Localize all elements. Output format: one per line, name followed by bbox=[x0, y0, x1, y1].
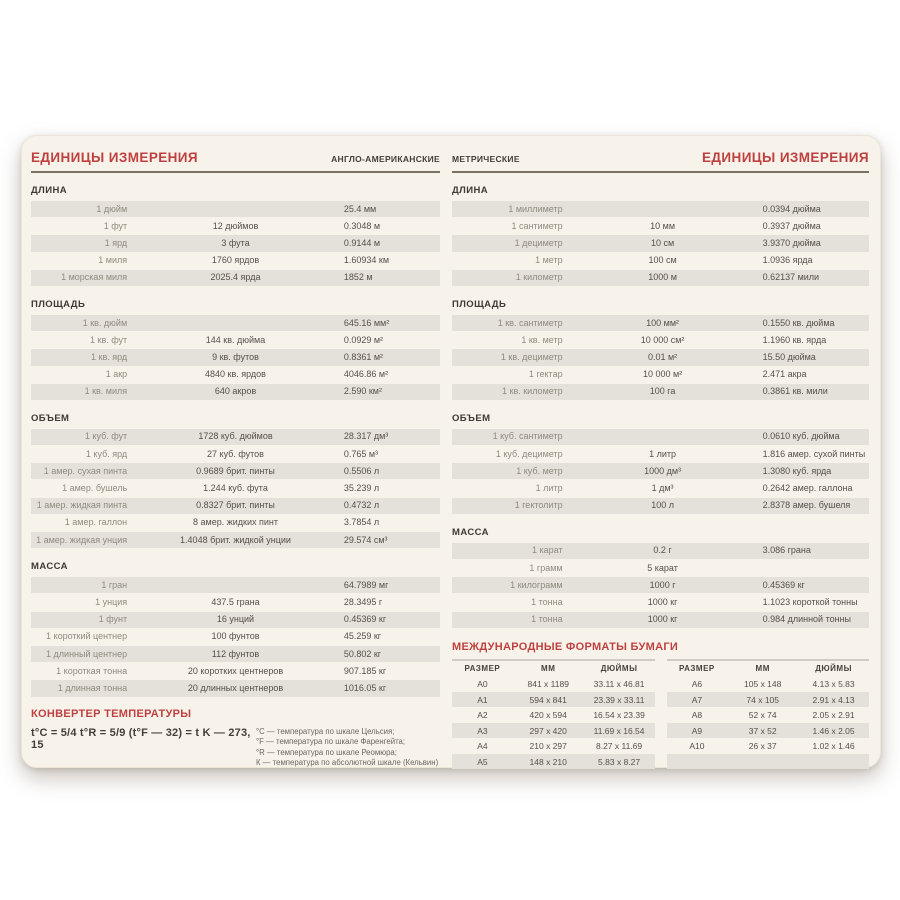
conversion-table bbox=[452, 543, 869, 629]
cell-equivalent: 437.5 грана bbox=[211, 596, 260, 607]
cell-equivalent: 10 мм bbox=[650, 220, 676, 231]
inches-cell: 16.54 x 23.39 bbox=[593, 710, 645, 720]
temperature-notes bbox=[256, 727, 440, 769]
cell-value: 0.8361 м² bbox=[343, 351, 384, 362]
table-row bbox=[31, 218, 440, 234]
mm-cell: 148 x 210 bbox=[529, 756, 567, 767]
mm-cell: 37 x 52 bbox=[748, 725, 777, 736]
paper-size-row bbox=[452, 676, 655, 692]
cell-value: 0.2642 амер. галлона bbox=[762, 483, 853, 494]
cell-value: 3.7854 л bbox=[343, 517, 380, 528]
cell-value: 0.0394 дюйма bbox=[762, 203, 821, 214]
cell-value: 1852 м bbox=[343, 272, 373, 283]
cell-unit: 1 длинный центнер bbox=[46, 648, 128, 659]
conversion-table bbox=[452, 201, 869, 287]
inches-cell: 2.91 x 4.13 bbox=[812, 694, 855, 705]
cell-equivalent: 8 амер. жидких пинт bbox=[193, 517, 278, 528]
size-cell: A9 bbox=[691, 725, 703, 736]
cell-unit: 1 кв. миля bbox=[84, 386, 128, 397]
units-section bbox=[452, 413, 869, 515]
inches-cell: 1.02 x 1.46 bbox=[812, 741, 855, 751]
conversion-table bbox=[31, 577, 440, 697]
cell-value: 3.9370 дюйма bbox=[762, 237, 821, 248]
units-section bbox=[452, 527, 869, 629]
temperature-body bbox=[31, 727, 440, 769]
cell-unit: 1 короткий центнер bbox=[46, 631, 128, 642]
table-row bbox=[452, 315, 869, 331]
cell-value: 50.802 кг bbox=[343, 648, 382, 659]
table-row bbox=[452, 429, 869, 445]
cell-equivalent: 10 см bbox=[650, 237, 675, 248]
cell-equivalent: 100 мм² bbox=[646, 317, 680, 328]
cell-unit: 1 акр bbox=[105, 369, 128, 380]
cell-unit: 1 кв. километр bbox=[502, 386, 563, 397]
mm-cell: 841 x 1189 bbox=[527, 679, 569, 689]
table-row bbox=[31, 463, 440, 479]
cell-equivalent: 0.8327 брит. пинты bbox=[196, 500, 275, 511]
size-cell: A5 bbox=[477, 756, 488, 767]
column-header-left bbox=[31, 150, 440, 173]
cell-unit: 1 гектар bbox=[528, 369, 563, 380]
section-heading: ДЛИНА bbox=[452, 185, 488, 196]
inches-cell: 5.83 x 8.27 bbox=[598, 756, 641, 767]
paper-size-row bbox=[452, 723, 655, 739]
cell-equivalent: 112 фунтов bbox=[211, 648, 260, 659]
table-row bbox=[31, 384, 440, 400]
size-cell: A3 bbox=[477, 725, 488, 736]
inches-cell: 23.39 x 33.11 bbox=[593, 694, 645, 705]
cell-unit: 1 унция bbox=[95, 596, 128, 607]
table-row bbox=[452, 253, 869, 269]
cell-value: 0.3861 кв. мили bbox=[762, 386, 828, 397]
cell-value: 0.45369 кг bbox=[343, 614, 387, 625]
scale-note: К — температура по абсолютной шкале (Кельвин) bbox=[255, 758, 439, 768]
cell-value: 45.259 кг bbox=[343, 631, 382, 642]
mm-cell: 74 x 105 bbox=[746, 694, 780, 705]
paper-size-row bbox=[667, 692, 870, 708]
cell-unit: 1 литр bbox=[535, 483, 563, 494]
cell-value: 28.317 дм³ bbox=[343, 431, 389, 442]
table-row bbox=[31, 612, 440, 628]
cell-unit: 1 куб. метр bbox=[516, 465, 563, 476]
cell-unit: 1 метр bbox=[535, 255, 563, 266]
table-row bbox=[31, 315, 440, 331]
cell-unit: 1 миллиметр bbox=[508, 203, 563, 214]
cell-equivalent: 1000 дм³ bbox=[644, 465, 682, 476]
cell-value: 25.4 мм bbox=[343, 203, 377, 214]
table-row bbox=[31, 446, 440, 462]
paper-size-row bbox=[452, 707, 655, 723]
cell-value: 0.984 длинной тонны bbox=[762, 614, 852, 625]
inches-cell: 33.11 x 46.81 bbox=[593, 679, 645, 689]
cell-unit: 1 куб. сантиметр bbox=[492, 431, 563, 442]
cell-equivalent: 1000 м bbox=[648, 272, 677, 283]
column-header: ММ bbox=[541, 664, 556, 673]
cell-equivalent: 1000 г bbox=[649, 579, 676, 590]
table-row bbox=[452, 367, 869, 383]
column-header: РАЗМЕР bbox=[679, 664, 715, 673]
inches-cell: 11.69 x 16.54 bbox=[593, 725, 645, 736]
cell-value: 29.574 см³ bbox=[343, 534, 388, 545]
scale-note: °C — температура по шкале Цельсия; bbox=[255, 726, 395, 736]
section-heading: ПЛОЩАДЬ bbox=[31, 298, 86, 310]
paper-size-row bbox=[452, 738, 655, 754]
cell-unit: 1 килограмм bbox=[510, 579, 563, 590]
table-row bbox=[452, 270, 869, 286]
column-header: ДЮЙМЫ bbox=[815, 664, 852, 673]
cell-equivalent: 640 акров bbox=[214, 386, 257, 397]
temperature-heading: КОНВЕРТЕР ТЕМПЕРАТУРЫ bbox=[31, 707, 192, 720]
size-cell: A7 bbox=[691, 694, 703, 705]
reference-card bbox=[21, 135, 881, 768]
cell-value: 1.1023 короткой тонны bbox=[762, 596, 858, 607]
cell-value: 1.1960 кв. ярда bbox=[762, 334, 827, 345]
cell-equivalent: 1.4048 брит. жидкой унции bbox=[180, 534, 291, 545]
cell-value: 0.5506 л bbox=[343, 465, 380, 476]
cell-value: 2.8378 амер. бушеля bbox=[762, 500, 851, 511]
cell-equivalent: 2025.4 ярда bbox=[210, 272, 261, 283]
page-title-right: ЕДИНИЦЫ ИЗМЕРЕНИЯ bbox=[702, 150, 869, 165]
cell-unit: 1 амер. жидкая пинта bbox=[36, 500, 128, 511]
anglo-american-column bbox=[31, 148, 440, 767]
table-row bbox=[452, 577, 869, 593]
cell-equivalent: 1 дм³ bbox=[651, 483, 674, 494]
cell-equivalent: 100 фунтов bbox=[211, 631, 260, 642]
cell-value: 15.50 дюйма bbox=[762, 351, 816, 362]
cell-unit: 1 амер. галлон bbox=[64, 517, 128, 528]
paper-size-row bbox=[667, 723, 870, 739]
table-row bbox=[452, 446, 869, 462]
cell-unit: 1 гектолитр bbox=[514, 500, 563, 511]
cell-unit: 1 длинная тонна bbox=[57, 682, 128, 693]
section-heading: МАССА bbox=[31, 561, 68, 573]
cell-equivalent: 4840 кв. ярдов bbox=[205, 369, 266, 380]
size-cell: A0 bbox=[477, 679, 488, 689]
units-section bbox=[31, 185, 440, 287]
cell-unit: 1 грамм bbox=[529, 562, 563, 573]
cell-value: 0.4732 л bbox=[343, 500, 380, 511]
size-cell: A1 bbox=[477, 694, 488, 705]
table-row bbox=[452, 594, 869, 610]
units-section bbox=[31, 299, 440, 401]
table-row bbox=[452, 218, 869, 234]
table-row bbox=[452, 463, 869, 479]
table-row bbox=[31, 577, 440, 593]
cell-equivalent: 1 литр bbox=[649, 448, 677, 459]
cell-value: 2.471 акра bbox=[762, 369, 807, 380]
mm-cell: 594 x 841 bbox=[529, 694, 567, 705]
metric-column bbox=[452, 148, 869, 767]
paper-size-row bbox=[452, 692, 655, 708]
cell-unit: 1 тонна bbox=[531, 614, 563, 625]
section-heading: МАССА bbox=[452, 526, 489, 538]
paper-formats-tables bbox=[452, 659, 869, 770]
cell-equivalent: 0.01 м² bbox=[647, 351, 678, 362]
cell-unit: 1 фунт bbox=[98, 614, 128, 625]
table-row bbox=[31, 532, 440, 548]
cell-unit: 1 кв. метр bbox=[521, 334, 563, 345]
cell-unit: 1 километр bbox=[515, 272, 563, 283]
page-title-left: ЕДИНИЦЫ ИЗМЕРЕНИЯ bbox=[31, 150, 198, 165]
mm-cell: 52 x 74 bbox=[748, 710, 777, 720]
paper-size-row bbox=[667, 738, 870, 754]
cell-value: 645.16 мм² bbox=[343, 317, 390, 328]
size-cell: A8 bbox=[691, 710, 703, 720]
cell-equivalent: 5 карат bbox=[647, 562, 678, 573]
units-section bbox=[31, 561, 440, 697]
section-heading: ОБЪЕМ bbox=[452, 412, 491, 424]
table-row bbox=[31, 235, 440, 251]
cell-unit: 1 амер. бушель bbox=[62, 483, 128, 494]
column-subtitle-left: АНГЛО-АМЕРИКАНСКИЕ bbox=[331, 154, 441, 164]
cell-value: 0.3937 дюйма bbox=[762, 220, 821, 231]
cell-value: 0.3048 м bbox=[343, 220, 381, 231]
cell-unit: 1 дюйм bbox=[96, 203, 128, 214]
cell-equivalent: 20 длинных центнеров bbox=[187, 682, 284, 693]
inches-cell: 1.46 x 2.05 bbox=[812, 725, 855, 736]
size-cell: A2 bbox=[477, 710, 488, 720]
cell-equivalent: 0.2 г bbox=[653, 545, 672, 556]
inches-cell: 2.05 x 2.91 bbox=[812, 710, 855, 720]
scale-note: °F — температура по шкале Фаренгейта; bbox=[255, 737, 406, 747]
column-header-right bbox=[452, 150, 869, 173]
table-row bbox=[452, 384, 869, 400]
section-heading: ОБЪЕМ bbox=[31, 412, 70, 424]
size-cell: A4 bbox=[477, 741, 488, 751]
left-sections bbox=[31, 173, 440, 698]
cell-unit: 1 сантиметр bbox=[511, 220, 563, 231]
cell-unit: 1 кв. ярд bbox=[91, 351, 128, 362]
conversion-table bbox=[31, 429, 440, 549]
table-row bbox=[452, 332, 869, 348]
cell-equivalent: 9 кв. футов bbox=[212, 351, 259, 362]
table-row bbox=[31, 480, 440, 496]
conversion-table bbox=[452, 429, 869, 515]
cell-value: 1.0936 ярда bbox=[762, 255, 813, 266]
cell-value: 0.0929 м² bbox=[343, 334, 384, 345]
cell-value: 0.62137 мили bbox=[762, 272, 820, 283]
table-row bbox=[31, 367, 440, 383]
inches-cell: 4.13 x 5.83 bbox=[812, 679, 855, 689]
cell-equivalent: 10 000 см² bbox=[640, 334, 685, 345]
cell-value: 64.7989 мг bbox=[343, 579, 389, 590]
units-section bbox=[452, 299, 869, 401]
cell-value: 35.239 л bbox=[343, 483, 380, 494]
mm-cell: 210 x 297 bbox=[529, 741, 567, 751]
cell-unit: 1 дециметр bbox=[514, 237, 563, 248]
cell-value: 0.45369 кг bbox=[762, 579, 805, 590]
cell-equivalent: 1000 кг bbox=[647, 596, 678, 607]
cell-value: 1016.05 кг bbox=[343, 682, 387, 693]
column-header: ДЮЙМЫ bbox=[600, 664, 638, 673]
cell-unit: 1 кв. дециметр bbox=[500, 351, 563, 362]
cell-equivalent: 1728 куб. дюймов bbox=[198, 431, 273, 442]
paper-size-row bbox=[667, 707, 870, 723]
cell-unit: 1 куб. фут bbox=[84, 431, 128, 442]
section-heading: ДЛИНА bbox=[31, 185, 67, 196]
cell-unit: 1 амер. сухая пинта bbox=[43, 465, 128, 476]
paper-size-row bbox=[667, 676, 870, 692]
table-row bbox=[31, 498, 440, 514]
cell-value: 0.765 м³ bbox=[343, 448, 379, 459]
temperature-converter bbox=[31, 708, 440, 769]
table-row bbox=[31, 594, 440, 610]
cell-value: 1.60934 км bbox=[343, 255, 390, 266]
units-section bbox=[452, 185, 869, 287]
scale-note: °R — температура по шкале Реомюра; bbox=[255, 747, 397, 757]
table-row bbox=[31, 253, 440, 269]
table-row bbox=[452, 543, 869, 559]
mm-cell: 420 x 594 bbox=[529, 710, 567, 720]
mm-cell: 297 x 420 bbox=[529, 725, 567, 736]
table-row bbox=[452, 498, 869, 514]
cell-unit: 1 миля bbox=[98, 255, 128, 266]
cell-equivalent: 100 л bbox=[651, 500, 674, 511]
cell-equivalent: 1760 ярдов bbox=[211, 255, 260, 266]
cell-unit: 1 амер. жидкая унция bbox=[36, 534, 128, 545]
table-row bbox=[452, 480, 869, 496]
table-row bbox=[452, 349, 869, 365]
cell-unit: 1 куб. ярд bbox=[85, 448, 128, 459]
table-row bbox=[452, 235, 869, 251]
cell-unit: 1 короткая тонна bbox=[56, 665, 128, 676]
section-heading: ПЛОЩАДЬ bbox=[452, 298, 507, 310]
size-cell: A10 bbox=[689, 741, 705, 751]
cell-unit: 1 куб. дециметр bbox=[495, 448, 563, 459]
cell-unit: 1 ярд bbox=[104, 237, 128, 248]
cell-value: 907.185 кг bbox=[343, 665, 387, 676]
cell-equivalent: 27 куб. футов bbox=[207, 448, 264, 459]
table-row bbox=[452, 201, 869, 217]
cell-value: 2.590 км² bbox=[343, 386, 382, 397]
table-row bbox=[31, 680, 440, 696]
cell-equivalent: 12 дюймов bbox=[212, 220, 259, 231]
cell-equivalent: 144 кв. дюйма bbox=[205, 334, 266, 345]
cell-value: 0.9144 м bbox=[343, 237, 381, 248]
cell-equivalent: 1000 кг bbox=[647, 614, 678, 625]
cell-value: 3.086 грана bbox=[762, 545, 811, 556]
cell-unit: 1 кв. дюйм bbox=[82, 317, 128, 328]
paper-formats-heading: МЕЖДУНАРОДНЫЕ ФОРМАТЫ БУМАГИ bbox=[452, 640, 679, 653]
paper-format-table bbox=[667, 659, 870, 770]
cell-equivalent: 10 000 м² bbox=[642, 369, 683, 380]
cell-unit: 1 кв. сантиметр bbox=[497, 317, 563, 328]
cell-value: 1.816 амер. сухой пинты bbox=[762, 448, 866, 459]
table-row bbox=[31, 201, 440, 217]
table-row bbox=[31, 349, 440, 365]
temperature-formula: t°C = 5/4 t°R = 5/9 (t°F — 32) = t K — 273, 15 bbox=[31, 726, 251, 751]
table-row bbox=[452, 612, 869, 628]
units-section bbox=[31, 413, 440, 549]
cell-value: 1.3080 куб. ярда bbox=[762, 465, 832, 476]
paper-table-header bbox=[667, 661, 870, 677]
column-header: ММ bbox=[755, 664, 770, 673]
right-sections bbox=[452, 173, 869, 629]
paper-formats bbox=[452, 641, 869, 770]
table-row bbox=[31, 270, 440, 286]
cell-unit: 1 морская миля bbox=[61, 272, 128, 283]
table-row bbox=[31, 663, 440, 679]
paper-format-table bbox=[452, 659, 655, 770]
mm-cell: 105 x 148 bbox=[744, 679, 782, 689]
cell-equivalent: 100 см bbox=[648, 255, 677, 266]
size-cell: A6 bbox=[691, 679, 703, 689]
table-row bbox=[31, 332, 440, 348]
cell-unit: 1 тонна bbox=[531, 596, 563, 607]
conversion-table bbox=[31, 315, 440, 401]
empty-row bbox=[667, 754, 870, 770]
table-row bbox=[31, 629, 440, 645]
cell-value: 0.1550 кв. дюйма bbox=[762, 317, 835, 328]
cell-equivalent: 100 га bbox=[649, 386, 676, 397]
cell-equivalent: 20 коротких центнеров bbox=[187, 665, 284, 676]
inches-cell: 8.27 x 11.69 bbox=[595, 741, 643, 751]
table-row bbox=[31, 646, 440, 662]
cell-equivalent: 3 фута bbox=[221, 237, 250, 248]
cell-value: 0.0610 куб. дюйма bbox=[762, 431, 840, 442]
table-row bbox=[31, 515, 440, 531]
table-row bbox=[31, 429, 440, 445]
paper-size-row bbox=[452, 754, 655, 770]
table-row bbox=[452, 560, 869, 576]
cell-unit: 1 фут bbox=[103, 220, 128, 231]
cell-unit: 1 кв. фут bbox=[90, 334, 128, 345]
conversion-table bbox=[31, 201, 440, 287]
cell-unit: 1 карат bbox=[532, 545, 563, 556]
cell-unit: 1 гран bbox=[101, 579, 128, 590]
conversion-table bbox=[452, 315, 869, 401]
cell-value: 28.3495 г bbox=[343, 596, 383, 607]
cell-equivalent: 16 унций bbox=[216, 614, 255, 625]
mm-cell: 26 x 37 bbox=[748, 741, 777, 751]
column-header: РАЗМЕР bbox=[464, 664, 501, 673]
column-subtitle-right: МЕТРИЧЕСКИЕ bbox=[452, 154, 520, 164]
paper-table-header bbox=[452, 661, 655, 677]
cell-equivalent: 1.244 куб. фута bbox=[203, 483, 268, 494]
cell-value: 4046.86 м² bbox=[343, 369, 389, 380]
cell-equivalent: 0.9689 брит. пинты bbox=[196, 465, 275, 476]
